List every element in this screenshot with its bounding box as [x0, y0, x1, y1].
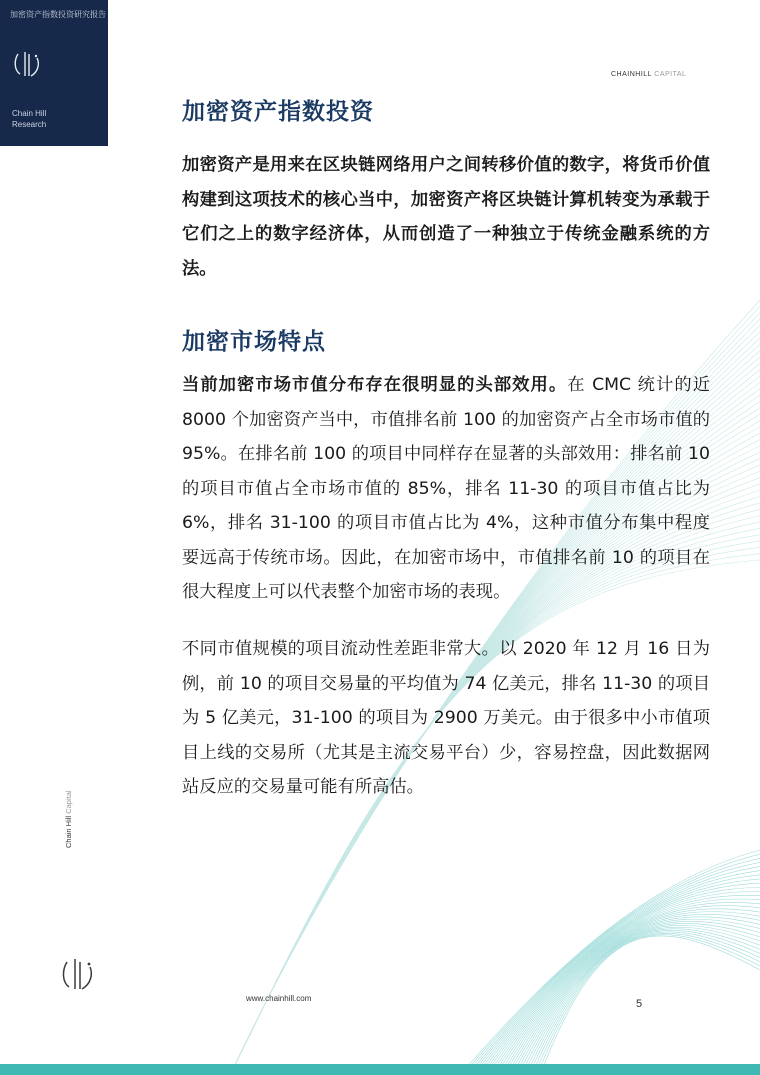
wave-line: [460, 850, 760, 1075]
header-brand-bold: CHAINHILL: [611, 71, 652, 78]
wave-line: [526, 929, 760, 1075]
wave-line: [490, 895, 760, 1075]
vertical-brand: [64, 790, 73, 848]
wave-line: [537, 935, 760, 1075]
header-brand-light: CAPITAL: [651, 71, 687, 78]
chainhill-logo-icon: [10, 46, 46, 82]
research-label: [12, 108, 46, 130]
wave-line: [510, 917, 760, 1075]
section-heading-crypto-index: 加密资产指数投资: [182, 99, 374, 125]
paragraph-body: 在 CMC 统计的近 8000 个加密资产当中，市值排名前 100 的加密资产占全市场市值的 95%。在排名前 100 的项目中同样存在显著的头部效用：排名前 10 的项目市值占全市场市值的 85%，排名 11-30 的项目市值占比为 6%，排名 31-100 的项目市值占比为 4%，这种市值分布集中程度要远高于传统市场。因此，在加密市场中，市值排名前 10 的项目在很大程度上可以代表整个加密市场的表现。: [182, 375, 710, 602]
paragraph-liquidity: 不同市值规模的项目流动性差距非常大。以 2020 年 12 月 16 日为例，前 10 的项目交易量的平均值为 74 亿美元，排名 11-30 的项目为 5 亿美元，31-100 的项目为 2900 万美元。由于很多中小市值项目上线的交易所（尤其是主流交易平台）少，容易控盘，因此数据网站反应的交易量可能有所高估。: [182, 639, 710, 797]
wave-line: [532, 932, 760, 1075]
research-line-1: Chain Hill: [12, 109, 47, 118]
wave-line: [496, 902, 760, 1075]
research-line-2: Research: [12, 120, 47, 129]
report-title: 加密资产指数投资研究报告: [10, 10, 106, 19]
bottom-accent-bar: [0, 1064, 760, 1075]
wave-line: [499, 906, 760, 1075]
wave-line: [504, 912, 760, 1075]
wave-line: [477, 875, 760, 1075]
wave-line: [507, 914, 760, 1075]
paragraph-crypto-definition: 加密资产是用来在区块链网络用户之间转移价值的数字，将货币价值构建到这项技术的核心当中，加密资产将区块链计算机转变为承载于它们之上的数字经济体，从而创造了一种独立于传统金融系统的方法。: [182, 155, 710, 279]
paragraph-market-concentration: [182, 368, 710, 610]
footer-logo-icon: [57, 952, 101, 996]
wave-line: [540, 936, 760, 1075]
wave-line: [488, 891, 760, 1075]
wave-line: [485, 887, 760, 1075]
wave-line: [493, 899, 760, 1075]
sidebar-panel: [0, 0, 108, 146]
page-number: 5: [636, 998, 643, 1010]
wave-line: [468, 862, 760, 1075]
wave-line: [529, 930, 760, 1075]
footer-url: www.chainhill.com: [246, 994, 312, 1003]
wave-line: [534, 933, 760, 1075]
wave-line: [466, 858, 760, 1075]
header-brand: [611, 71, 686, 78]
wave-line: [474, 871, 760, 1075]
wave-line: [471, 867, 760, 1075]
wave-line: [479, 879, 760, 1075]
wave-line: [463, 854, 760, 1075]
vertical-brand-bold: Chain Hill: [64, 815, 73, 848]
paragraph-lead-sentence: 当前加密市场市值分布存在很明显的头部效用。: [182, 375, 568, 395]
vertical-brand-light: Capital: [64, 790, 73, 816]
section-heading-market-features: 加密市场特点: [182, 329, 326, 355]
wave-line: [501, 909, 760, 1075]
wave-line: [482, 883, 760, 1075]
